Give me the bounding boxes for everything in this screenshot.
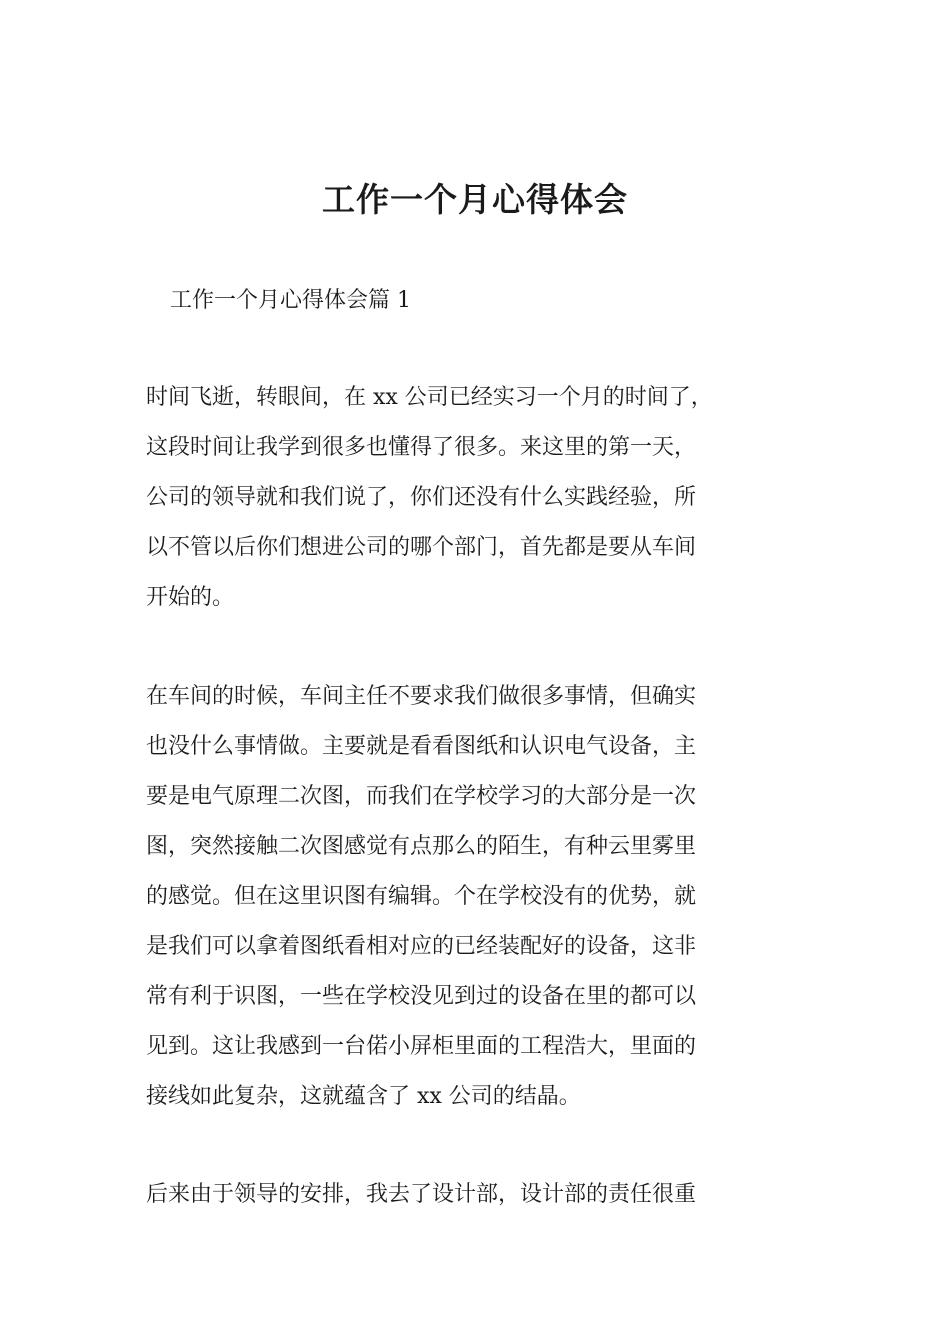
section-heading: 工作一个月心得体会篇 1	[170, 288, 411, 313]
paragraph-1	[146, 373, 816, 623]
paragraph-line: 常有利于识图，一些在学校没见到过的设备在里的都可以	[146, 984, 697, 1009]
paragraph-2	[146, 672, 816, 1122]
paragraph-line: 在车间的时候，车间主任不要求我们做很多事情，但确实	[146, 684, 697, 709]
paragraph-line: 见到。这让我感到一台偌小屏柜里面的工程浩大，里面的	[146, 1034, 697, 1059]
paragraph-line: 要是电气原理二次图，而我们在学校学习的大部分是一次	[146, 784, 697, 809]
document-title: 工作一个月心得体会	[322, 180, 628, 219]
paragraph-line: 图，突然接触二次图感觉有点那么的陌生，有种云里雾里	[146, 834, 697, 859]
paragraph-line: 这段时间让我学到很多也懂得了很多。来这里的第一天，	[146, 435, 697, 460]
paragraph-line: 后来由于领导的安排，我去了设计部，设计部的责任很重	[146, 1182, 697, 1207]
paragraph-line: 是我们可以拿着图纸看相对应的已经装配好的设备，这非	[146, 934, 697, 959]
paragraph-line: 的感觉。但在这里识图有编辑。个在学校没有的优势，就	[146, 884, 697, 909]
paragraph-line: 以不管以后你们想进公司的哪个部门，首先都是要从车间	[146, 535, 697, 560]
paragraph-line: 也没什么事情做。主要就是看看图纸和认识电气设备，主	[146, 734, 697, 759]
paragraph-line: 公司的领导就和我们说了，你们还没有什么实践经验，所	[146, 485, 697, 510]
paragraph-line: 接线如此复杂，这就蕴含了 xx 公司的结晶。	[146, 1084, 581, 1109]
paragraph-line: 开始的。	[146, 585, 235, 610]
paragraph-line: 时间飞逝，转眼间，在 xx 公司已经实习一个月的时间了，	[146, 385, 713, 410]
paragraph-3	[146, 1170, 816, 1220]
